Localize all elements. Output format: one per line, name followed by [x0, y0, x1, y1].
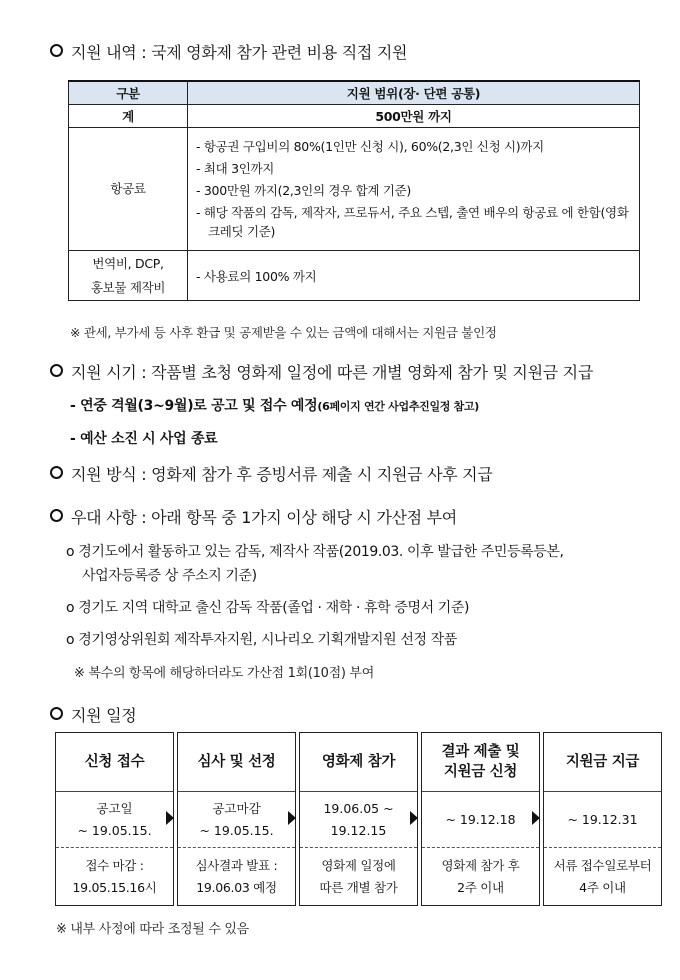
preference-item-gyeonggi-cont: 사업자등록증 상 주소지 기준) — [82, 568, 257, 584]
airfare-item: - 해당 작품의 감독, 제작자, 프로듀서, 주요 스텝, 출연 배우의 항공료 에 한함(영화 크레딧 기준) — [196, 205, 629, 239]
total-value: 500만원 까지 — [188, 105, 640, 128]
timing-item-bimonthly-main: - 연중 격월(3~9월)로 공고 및 접수 예정 — [70, 398, 318, 414]
step-detail: 영화제 참가 후 2주 이내 — [441, 857, 520, 895]
airfare-items — [188, 128, 639, 250]
step-period: ~ 19.12.18 — [422, 792, 539, 848]
schedule-step-result-submission — [421, 732, 540, 906]
step-title: 지원금 지급 — [544, 733, 661, 792]
table-row-other-costs — [69, 251, 640, 301]
section-support-timing-text: 지원 시기 : 작품별 초청 영화제 일정에 따른 개별 영화제 참가 및 지원금 지급 — [71, 363, 593, 382]
schedule-note: ※ 내부 사정에 따라 조정될 수 있음 — [56, 922, 249, 937]
section-schedule — [50, 703, 136, 726]
step-title: 결과 제출 및 지원금 신청 — [422, 733, 539, 792]
arrow-right-icon — [288, 811, 296, 825]
arrow-right-icon — [166, 811, 174, 825]
step-period: ~ 19.12.31 — [544, 792, 661, 848]
table-row-airfare — [69, 128, 640, 251]
table-header-scope: 지원 범위(장· 단편 공통) — [188, 81, 640, 105]
section-support-timing — [50, 360, 593, 383]
section-support-method — [50, 462, 492, 485]
step-period: 19.06.05 ~ 19.12.15 — [300, 792, 417, 848]
section-preference-text: 우대 사항 : 아래 항목 중 1가지 이상 해당 시 가산점 부여 — [71, 508, 457, 527]
hollow-circle-bullet-icon — [50, 364, 63, 377]
section-support-amount — [50, 40, 407, 63]
timing-item-bimonthly — [70, 395, 479, 415]
hollow-circle-bullet-icon — [50, 707, 63, 720]
support-scope-table — [68, 80, 640, 301]
airfare-item: - 항공권 구입비의 80%(1인만 신청 시), 60%(2,3인 신청 시)까지 — [196, 139, 544, 154]
step-detail: 서류 접수일로부터 4주 이내 — [553, 857, 652, 895]
total-label: 계 — [69, 105, 188, 128]
other-costs-item: - 사용료의 100% 까지 — [188, 251, 640, 301]
arrow-right-icon — [532, 811, 540, 825]
table-header-category: 구분 — [69, 81, 188, 105]
other-costs-label: 번역비, DCP, 홍보물 제작비 — [69, 251, 188, 301]
arrow-right-icon — [410, 811, 418, 825]
step-period: 공고일 ~ 19.05.15. — [56, 792, 173, 848]
section-preference — [50, 505, 457, 528]
timing-item-bimonthly-ref: (6페이지 연간 사업추진일정 참고) — [317, 400, 480, 413]
schedule-step-application — [55, 732, 174, 906]
schedule-step-festival — [299, 732, 418, 906]
schedule-step-payment — [543, 732, 662, 906]
step-title: 신청 접수 — [56, 733, 173, 792]
table-row-total — [69, 105, 640, 128]
preference-note: ※ 복수의 항목에 해당하더라도 가산점 1회(10점) 부여 — [74, 666, 374, 681]
airfare-item: - 300만원 까지(2,3인의 경우 합계 기준) — [196, 183, 411, 198]
hollow-circle-bullet-icon — [50, 44, 63, 57]
schedule-step-review — [177, 732, 296, 906]
step-detail: 접수 마감 : 19.05.15.16시 — [72, 857, 157, 895]
airfare-item: - 최대 3인까지 — [196, 161, 275, 176]
section-support-amount-text: 지원 내역 : 국제 영화제 참가 관련 비용 직접 지원 — [71, 43, 408, 62]
preference-item-gyeonggi: o 경기도에서 활동하고 있는 감독, 제작사 작품(2019.03. 이후 발급한 주민등록등본, — [66, 544, 564, 560]
step-detail: 영화제 일정에 따른 개별 참가 — [319, 857, 398, 895]
airfare-label: 항공료 — [69, 128, 188, 251]
step-title: 심사 및 선정 — [178, 733, 295, 792]
section-schedule-text: 지원 일정 — [71, 706, 137, 725]
timing-item-budget-end: - 예산 소진 시 사업 종료 — [70, 431, 218, 447]
preference-item-commission: o 경기영상위원회 제작투자지원, 시나리오 기획개발지원 선정 작품 — [66, 632, 457, 648]
hollow-circle-bullet-icon — [50, 509, 63, 522]
preference-item-university: o 경기도 지역 대학교 출신 감독 작품(졸업 · 재학 · 휴학 증명서 기준) — [66, 600, 470, 616]
section-support-method-text: 지원 방식 : 영화제 참가 후 증빙서류 제출 시 지원금 사후 지급 — [71, 465, 493, 484]
step-detail: 심사결과 발표 : 19.06.03 예정 — [195, 857, 278, 895]
step-title: 영화제 참가 — [300, 733, 417, 792]
tax-note: ※ 관세, 부가세 등 사후 환급 및 공제받을 수 있는 금액에 대해서는 지원금 불인정 — [70, 325, 497, 340]
step-period: 공고마감 ~ 19.05.15. — [178, 792, 295, 848]
hollow-circle-bullet-icon — [50, 466, 63, 479]
